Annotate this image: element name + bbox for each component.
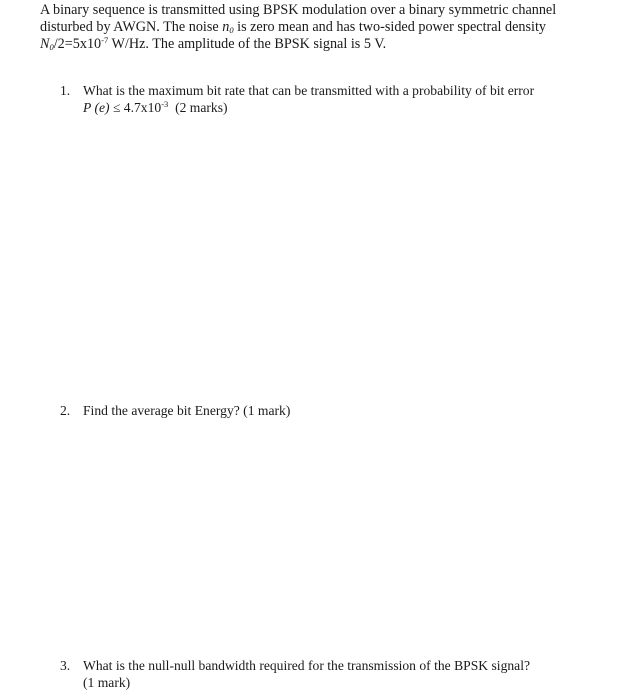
intro-line-1: A binary sequence is transmitted using BPSK modulation over a binary symmetric channel — [40, 2, 557, 18]
noise-symbol: n — [222, 19, 230, 35]
question-text — [83, 82, 573, 116]
error-exponent: -3 — [161, 99, 169, 109]
intro-line-3 — [40, 36, 580, 53]
question-line-1: Find the average bit Energy? (1 mark) — [83, 403, 291, 418]
noise-subscript: 0 — [229, 25, 234, 35]
marks-label: (2 marks) — [168, 100, 228, 115]
question-number: 3. — [60, 658, 71, 673]
question-text — [83, 657, 573, 691]
psd-symbol: N — [40, 36, 50, 52]
question-number: 2. — [60, 403, 71, 418]
question-line-2: (1 mark) — [83, 675, 131, 690]
question-line-1: What is the null-null bandwidth required for the transmission of the BPSK signal? — [83, 658, 531, 673]
intro-line-2 — [40, 19, 580, 36]
intro-text: disturbed by AWGN. The noise — [40, 19, 223, 35]
question-line-2 — [83, 99, 573, 116]
intro-text: is zero mean and has two-sided power spectral density — [233, 19, 547, 35]
problem-statement — [40, 2, 580, 53]
question-text-fragment: ≤ 4.7x10 — [109, 100, 162, 115]
intro-text: /2=5x10 — [53, 36, 102, 52]
question-line-1: What is the maximum bit rate that can be transmitted with a probability of bit error — [83, 83, 535, 98]
error-probability-symbol: P (e) — [83, 100, 110, 115]
intro-text: W/Hz. The amplitude of the BPSK signal is 5 V. — [108, 36, 387, 52]
psd-subscript: 0 — [49, 42, 54, 52]
question-text — [83, 402, 573, 419]
question-number: 1. — [60, 83, 71, 98]
psd-exponent: -7 — [101, 35, 109, 45]
